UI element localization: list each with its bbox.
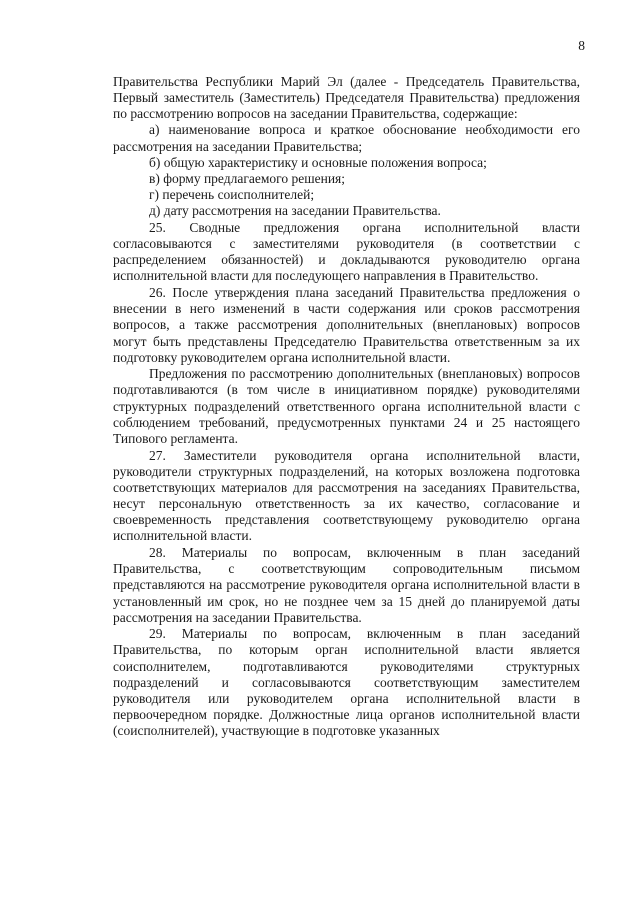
paragraph-27: 27. Заместители руководителя органа исполнительной власти, руководители структурных подразделений, на которых возложена подготовка соответствующих материалов для рассмотрения на заседаниях Правительства, несут персональную ответственность за их качество, согласование и своевременность представления соответствующему руководителю органа исполнительной власти.: [113, 447, 580, 544]
paragraph-29: 29. Материалы по вопросам, включенным в план заседаний Правительства, по которым орган исполнительной власти является соисполнителем, подготавливаются руководителями структурных подразделений и согласовываются соответствующим заместителем руководителя или руководителем органа исполнительной власти в первоочередном порядке. Должностные лица органов исполнительной власти (соисполнителей), участвующие в подготовке указанных: [113, 626, 580, 739]
paragraph-28: 28. Материалы по вопросам, включенным в план заседаний Правительства, с соответствующим сопроводительным письмом представляются на рассмотрение руководителя органа исполнительной власти в установленный им срок, но не позднее чем за 15 дней до планируемой даты рассмотрения на заседании Правительства.: [113, 545, 580, 625]
paragraph-26: 26. После утверждения плана заседаний Правительства предложения о внесении в него изменений в части содержания или сроков рассмотрения вопросов, а также рассмотрения дополнительных (внеплановых) вопросов могут быть представлены Председателю Правительства ответственным за их подготовку руководителем органа исполнительной власти.: [113, 285, 580, 365]
paragraph-item-b: б) общую характеристику и основные положения вопроса;: [149, 154, 487, 170]
paragraph-item-e: д) дату рассмотрения на заседании Правительства.: [149, 203, 441, 219]
paragraph-item-a: а) наименование вопроса и краткое обоснование необходимости его рассмотрения на заседании Правительства;: [113, 122, 580, 154]
paragraph-25: 25. Сводные предложения органа исполнительной власти согласовываются с заместителями руководителя (в соответствии с распределением обязанностей) и докладываются руководителю органа исполнительной власти для последующего направления в Правительство.: [113, 219, 580, 284]
paragraph-intro: Правительства Республики Марий Эл (далее - Председатель Правительства, Первый заместитель (Заместитель) Председателя Правительства) предложения по рассмотрению вопросов на заседании Правительства, содержащие:: [113, 74, 580, 122]
document-body: [113, 74, 580, 739]
paragraph-item-c: в) форму предлагаемого решения;: [149, 170, 346, 186]
paragraph-item-d: г) перечень соисполнителей;: [149, 187, 315, 203]
page-number: 8: [578, 38, 585, 53]
paragraph-26-continued: Предложения по рассмотрению дополнительных (внеплановых) вопросов подготавливаются (в том числе в инициативном порядке) руководителями структурных подразделений ответственного органа исполнительной власти с соблюдением требований, предусмотренных пунктами 24 и 25 настоящего Типового регламента.: [113, 366, 580, 446]
